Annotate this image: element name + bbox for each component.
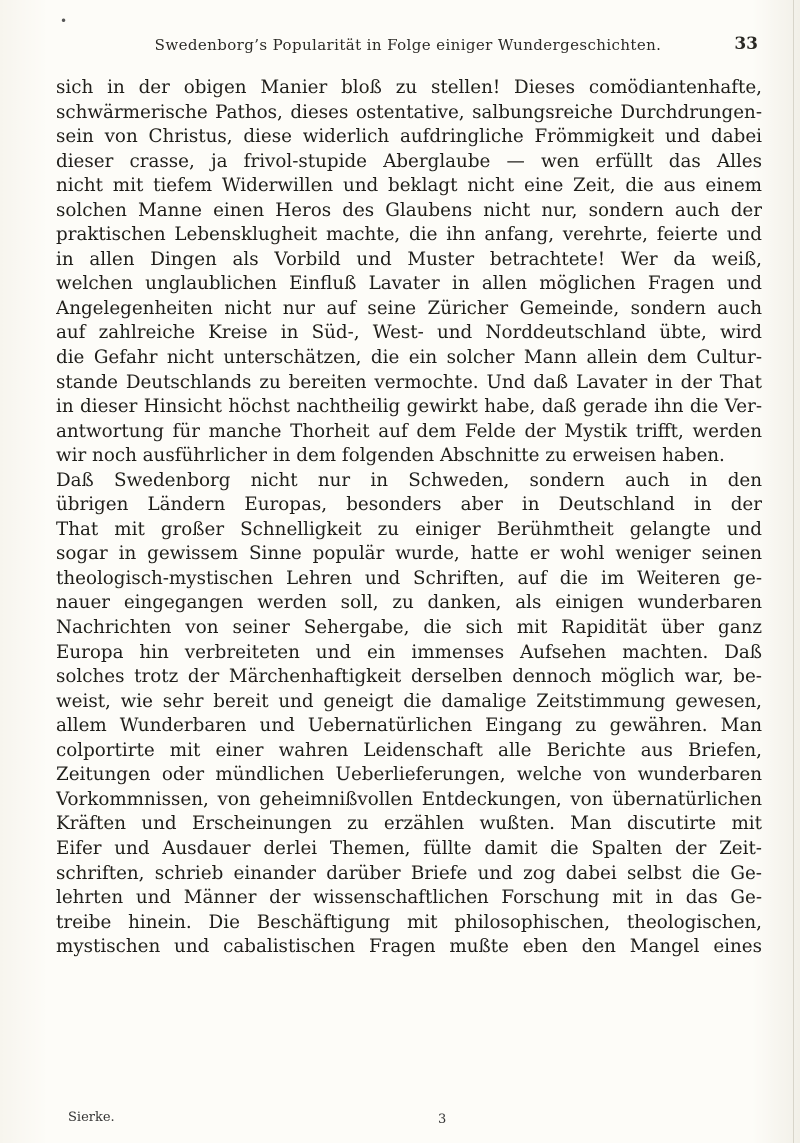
text-line: lehrten und Männer der wissenschaftlichen Forschung mit in das Ge-	[56, 887, 762, 909]
bullet-mark: •	[60, 14, 68, 28]
printer-signature: Sierke.	[68, 1110, 115, 1125]
text-line: in dieser Hinsicht höchst nachtheilig gewirkt habe, daß gerade ihn die Ver-	[56, 396, 762, 418]
text-line: Europa hin verbreiteten und ein immenses Aufsehen machten. Daß	[56, 641, 762, 663]
text-line: theologisch-mystischen Lehren und Schriften, auf die im Weiteren ge-	[56, 567, 762, 589]
text-line: Vorkommnissen, von geheimnißvollen Entdeckungen, von übernatürlichen	[56, 788, 762, 810]
text-line: nicht mit tiefem Widerwillen und beklagt nicht eine Zeit, die aus einem	[56, 175, 762, 197]
text-line: antwortung für manche Thorheit auf dem Felde der Mystik trifft, werden	[56, 420, 762, 442]
running-head: Swedenborg’s Popularität in Folge einiger Wundergeschichten.	[154, 36, 662, 54]
text-line: welchen unglaublichen Einfluß Lavater in allen möglichen Fragen und	[56, 273, 762, 295]
text-line: solches trotz der Märchenhaftigkeit derselben dennoch möglich war, be-	[56, 666, 762, 688]
text-line: nauer eingegangen werden soll, zu danken, als einigen wunderbaren	[56, 592, 762, 614]
sheet-number: 3	[438, 1112, 447, 1127]
text-line: Angelegenheiten nicht nur auf seine Züricher Gemeinde, sondern auch	[56, 297, 762, 319]
page-footer	[68, 1110, 728, 1130]
text-line: allem Wunderbaren und Uebernatürlichen Eingang zu gewähren. Man	[56, 715, 762, 737]
page-edge	[793, 0, 794, 1143]
text-line: treibe hinein. Die Beschäftigung mit philosophischen, theologischen,	[56, 911, 762, 933]
text-line: wir noch ausführlicher in dem folgenden Abschnitte zu erweisen haben.	[56, 445, 725, 467]
page-number: 33	[734, 34, 758, 54]
text-line: mystischen und cabalistischen Fragen mußte eben den Mangel eines	[56, 936, 762, 958]
text-line: Daß Swedenborg nicht nur in Schweden, sondern auch in den	[56, 469, 762, 491]
text-line: Eifer und Ausdauer derlei Themen, füllte damit die Spalten der Zeit-	[56, 837, 762, 859]
text-line: schwärmerische Pathos, dieses ostentative, salbungsreiche Durchdrungen-	[56, 101, 762, 123]
text-line: dieser crasse, ja frivol-stupide Aberglaube — wen erfüllt das Alles	[56, 150, 762, 172]
text-line: auf zahlreiche Kreise in Süd-, West- und Norddeutschland übte, wird	[56, 322, 762, 344]
text-line: Nachrichten von seiner Sehergabe, die sich mit Rapidität über ganz	[56, 617, 762, 639]
text-line: sich in der obigen Manier bloß zu stellen! Dieses comödiantenhafte,	[56, 77, 762, 98]
text-line: schriften, schrieb einander darüber Briefe und zog dabei selbst die Ge-	[56, 862, 762, 884]
text-line: übrigen Ländern Europas, besonders aber in Deutschland in der	[56, 494, 762, 516]
text-line: stande Deutschlands zu bereiten vermochte. Und daß Lavater in der That	[56, 371, 762, 393]
text-line: Zeitungen oder mündlichen Ueberlieferungen, welche von wunderbaren	[56, 764, 762, 786]
text-line: die Gefahr nicht unterschätzen, die ein solcher Mann allein dem Cultur-	[56, 347, 762, 369]
text-line: sogar in gewissem Sinne populär wurde, hatte er wohl weniger seinen	[56, 543, 762, 565]
body-text	[56, 76, 762, 960]
text-line: praktischen Lebensklugheit machte, die ihn anfang, verehrte, feierte und	[56, 224, 762, 246]
text-line: Kräften und Erscheinungen zu erzählen wußten. Man discutirte mit	[56, 813, 762, 835]
text-line: sein von Christus, diese widerlich aufdringliche Frömmigkeit und dabei	[56, 126, 762, 148]
text-line: in allen Dingen als Vorbild und Muster betrachtete! Wer da weiß,	[56, 248, 762, 270]
text-line: weist, wie sehr bereit und geneigt die damalige Zeitstimmung gewesen,	[56, 690, 762, 712]
text-line: That mit großer Schnelligkeit zu einiger Berühmtheit gelangte und	[56, 518, 762, 540]
text-line: solchen Manne einen Heros des Glaubens nicht nur, sondern auch der	[56, 199, 762, 221]
text-line: colportirte mit einer wahren Leidenschaft alle Berichte aus Briefen,	[56, 739, 762, 761]
